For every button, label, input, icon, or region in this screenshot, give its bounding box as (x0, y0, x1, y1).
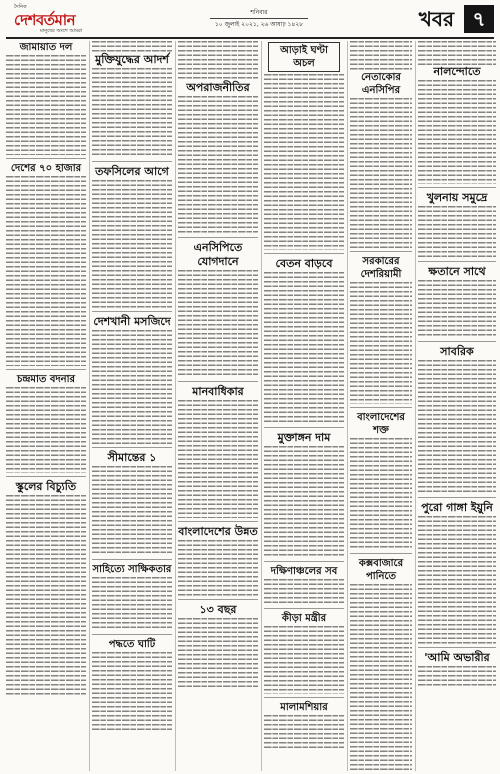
article[interactable] (418, 41, 496, 184)
article[interactable] (92, 165, 172, 308)
article-headline[interactable]: ক্ষতানে সাথে (428, 265, 486, 278)
article-divider (178, 599, 258, 600)
article-headline[interactable]: খুলনায় সমুদ্রে (426, 191, 488, 204)
logo-tagline: মানুষের অংশে আমরা (40, 28, 83, 34)
article-divider (418, 341, 496, 342)
article-divider (6, 158, 86, 159)
article-headline[interactable]: সাহিত্যে সাক্ষিকতার (92, 564, 172, 575)
article[interactable] (418, 651, 496, 686)
article-body-text (92, 68, 172, 158)
article-headline[interactable]: দেশখানী মসজিদে (93, 315, 171, 328)
article[interactable] (178, 41, 258, 234)
article-headline[interactable]: সাবরিক (440, 345, 474, 358)
article-divider (418, 187, 496, 188)
page-number: ৭ (464, 5, 494, 33)
article-body-text (92, 180, 172, 308)
article[interactable] (418, 265, 496, 338)
article[interactable] (264, 42, 344, 250)
article[interactable] (178, 525, 258, 596)
article[interactable] (418, 501, 496, 644)
article[interactable] (6, 41, 86, 155)
article-body-text (178, 400, 258, 518)
article-divider (418, 647, 496, 648)
article-body-text (418, 41, 496, 65)
article-divider (178, 237, 258, 238)
article-body-text (418, 80, 496, 184)
article[interactable] (264, 565, 344, 605)
article-divider (264, 697, 344, 698)
column-divider (415, 41, 416, 771)
article-headline[interactable]: বেতন বাড়বে (275, 257, 333, 270)
article[interactable] (264, 431, 344, 558)
article-divider (92, 559, 172, 560)
article-body-text (350, 584, 412, 771)
article-body-text (418, 516, 496, 644)
column-divider (89, 41, 90, 771)
article-divider (92, 311, 172, 312)
article-divider (418, 261, 496, 262)
article-headline[interactable]: 'আমি অভারীর (424, 651, 490, 664)
article-divider (264, 253, 344, 254)
article-headline[interactable]: সরকারের দেশরিয়ামী (360, 256, 402, 280)
article-headline[interactable]: মালামশিয়ার (280, 702, 328, 713)
article-headline[interactable]: মানবাধিকার (192, 385, 244, 398)
article[interactable] (350, 411, 412, 550)
article-headline[interactable]: অপরাজনীতির (186, 81, 250, 94)
logo-title: দেশবর্তমান (14, 11, 76, 29)
article-body-text (350, 98, 412, 248)
article-headline[interactable]: সীমান্তের ১ (107, 451, 157, 464)
article-body-text (178, 270, 258, 378)
article-headline[interactable]: পদ্ধতে ঘাটি (108, 639, 156, 650)
article[interactable] (350, 41, 412, 248)
article-divider (178, 381, 258, 382)
article[interactable] (264, 612, 344, 694)
article-divider (264, 427, 344, 428)
article-headline[interactable]: বাংলাদেশের শক্ত (357, 412, 405, 436)
article-headline[interactable]: তফসিলের আগে (95, 165, 169, 178)
article[interactable] (92, 315, 172, 444)
article-headline[interactable]: চন্দ্রমাত বদনার (16, 374, 76, 385)
article-headline[interactable]: মুক্তাঙ্গন দাম (277, 431, 331, 444)
issue-date-text: ১০ জুলাই ২০২১, ২৬ আষাঢ় ১৪২৮ (214, 21, 304, 28)
article-headline[interactable]: আড়াই ঘণ্টা অচল (268, 42, 340, 72)
article-headline[interactable]: কক্সবাজারে পানিতে (358, 558, 404, 582)
article[interactable] (92, 563, 172, 631)
column-divider (175, 41, 176, 771)
logo-prefix: দৈনিক (14, 4, 27, 10)
article-body-text (264, 626, 344, 694)
article-divider (418, 497, 496, 498)
article-body-text (350, 438, 412, 550)
article[interactable] (350, 557, 412, 771)
column-2 (92, 41, 172, 771)
article[interactable] (92, 451, 172, 556)
issue-date (204, 8, 314, 29)
article-headline[interactable]: মুক্তিযুদ্ধের আদর্শ (95, 53, 169, 66)
article-body-text (178, 96, 258, 234)
article-divider (350, 553, 412, 554)
article-body-text (350, 282, 412, 404)
article-divider (6, 369, 86, 370)
article-body-text (92, 41, 172, 53)
article-body-text (418, 206, 496, 258)
article-headline[interactable]: নেতাকোর এনসিপির (361, 72, 401, 96)
article-headline[interactable]: জামায়াত দল (19, 42, 73, 53)
article-divider (264, 608, 344, 609)
article[interactable] (264, 701, 344, 751)
article[interactable] (418, 191, 496, 258)
article-headline[interactable]: বাংলাদেশের উন্নত (178, 525, 258, 538)
article[interactable] (6, 162, 86, 366)
article[interactable] (418, 345, 496, 494)
article-body-text (418, 666, 496, 686)
article-divider (178, 521, 258, 522)
article-divider (92, 161, 172, 162)
article[interactable] (6, 480, 86, 695)
article-headline[interactable]: কীড়া মন্ত্রীর (281, 613, 327, 624)
column-6 (418, 41, 496, 771)
article-divider (350, 251, 412, 252)
article-body-text (264, 446, 344, 558)
column-3 (178, 41, 258, 771)
section-title: খবর (418, 7, 454, 31)
article-headline[interactable]: দেশের ৭০ হাজার (10, 163, 82, 174)
article-body-text (92, 652, 172, 732)
column-divider (261, 41, 262, 771)
masthead (6, 3, 494, 39)
article-headline[interactable]: এনসিপিতে যোগদানে (193, 241, 243, 268)
article-headline[interactable]: দক্ষিণাঞ্চলের সব (270, 566, 338, 577)
column-divider (347, 41, 348, 771)
article-body-text (178, 618, 258, 688)
article-body-text (92, 330, 172, 444)
article-divider (264, 561, 344, 562)
article-body-text (6, 495, 86, 695)
article[interactable] (92, 41, 172, 158)
article-divider (92, 447, 172, 448)
article[interactable] (350, 255, 412, 404)
article[interactable] (178, 385, 258, 518)
article-body-text (92, 577, 172, 631)
article-body-text (418, 280, 496, 338)
article-body-text (264, 579, 344, 605)
article-body-text (92, 466, 172, 556)
date-divider (210, 18, 308, 19)
article-body-text (178, 41, 258, 81)
article[interactable] (178, 241, 258, 378)
newspaper-logo[interactable] (6, 4, 118, 35)
article[interactable] (178, 603, 258, 688)
article-divider (6, 476, 86, 477)
article[interactable] (264, 257, 344, 424)
article-body-text (418, 360, 496, 494)
article-body-text (350, 41, 412, 71)
article-headline[interactable]: নালন্দোতে (433, 65, 481, 78)
article-headline[interactable]: পুরো গাঙ্গা ইয়ুনি (421, 501, 493, 514)
column-5 (350, 41, 412, 771)
article-headline[interactable]: ১৩ বছর (199, 603, 237, 616)
article-body-text (264, 74, 344, 250)
article-divider (350, 407, 412, 408)
article-body-text (178, 540, 258, 596)
article-body-text (6, 176, 86, 366)
article[interactable] (6, 373, 86, 473)
article[interactable] (92, 638, 172, 732)
column-1 (6, 41, 86, 771)
column-4 (264, 41, 344, 771)
article-body-text (6, 387, 86, 473)
article-body-text (6, 55, 86, 155)
article-headline[interactable]: স্কুলের বিচ্যুতি (15, 480, 77, 493)
article-body-text (264, 715, 344, 751)
article-divider (92, 634, 172, 635)
issue-day: শনিবার (250, 9, 268, 16)
article-body-text (264, 272, 344, 424)
